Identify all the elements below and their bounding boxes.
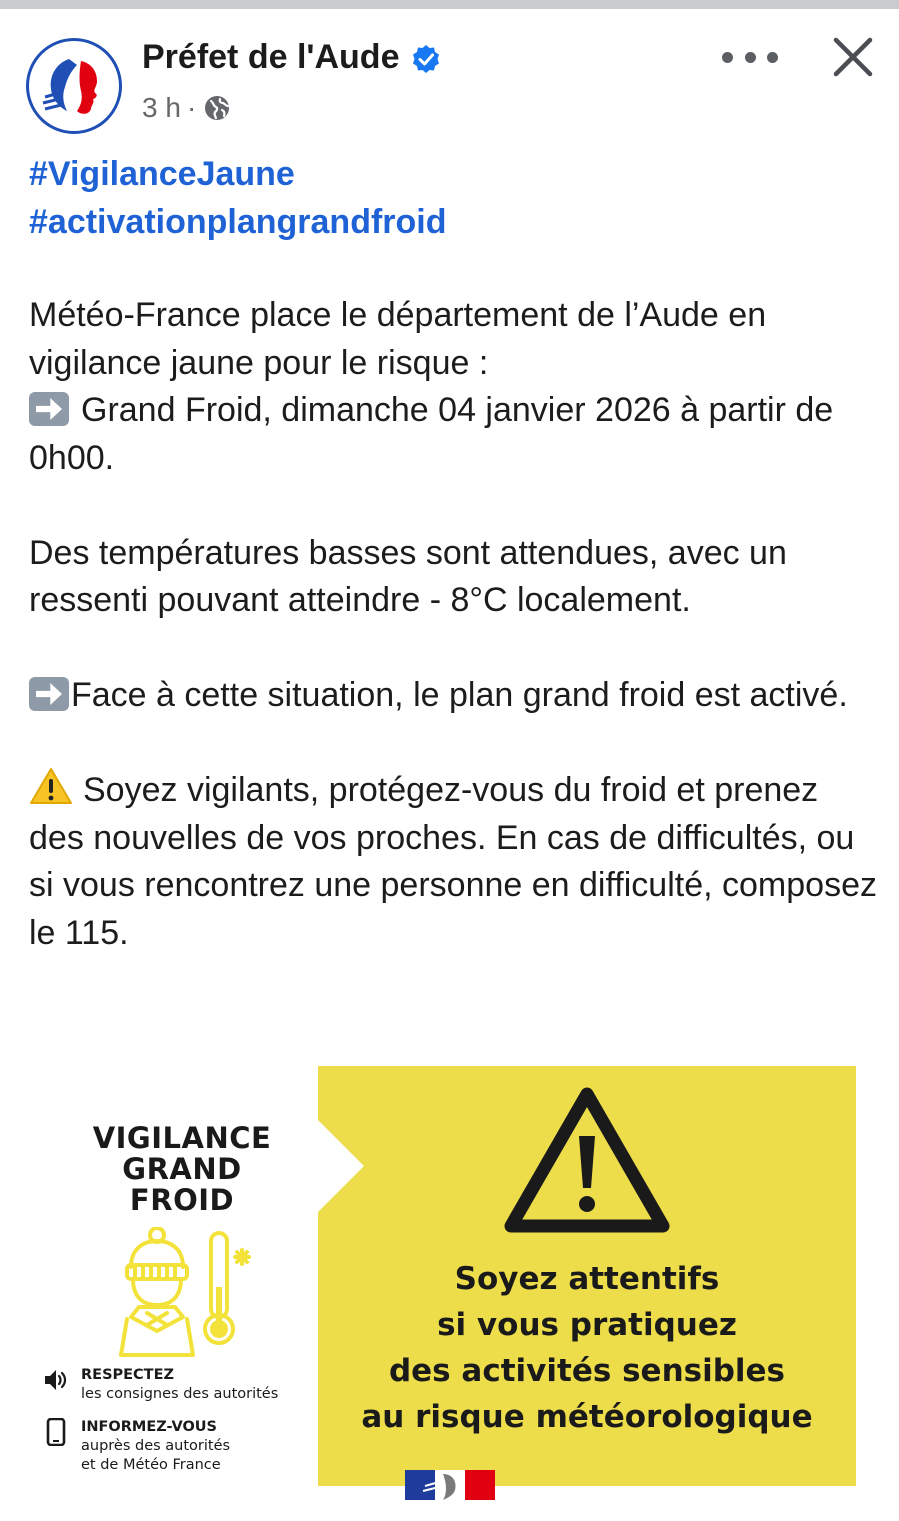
inform-title: INFORMEZ-VOUS: [81, 1419, 217, 1435]
inform-yourself: [43, 1418, 230, 1475]
arrow-right-emoji-icon: [29, 392, 69, 426]
yellow-message-line: si vous pratiquez: [437, 1307, 737, 1343]
yellow-panel-message: [318, 1256, 856, 1440]
respect-instructions: [43, 1366, 278, 1404]
republique-francaise-logo-icon: [405, 1468, 495, 1502]
vigilance-title: [29, 1123, 335, 1216]
vigilance-title-line: VIGILANCE: [92, 1121, 272, 1155]
page-name[interactable]: Préfet de l'Aude: [142, 38, 400, 76]
paragraph-plan-text: Face à cette situation, le plan grand froid est activé.: [71, 676, 848, 714]
post-meta: [142, 92, 230, 124]
hashtags: [29, 150, 447, 246]
more-options-icon[interactable]: [722, 40, 778, 74]
hashtag-vigilance-jaune[interactable]: #VigilanceJaune: [29, 155, 295, 193]
hashtag-activation-plan-grand-froid[interactable]: #activationplangrandfroid: [29, 203, 447, 241]
post-body: [29, 292, 879, 957]
warning-emoji-icon: [29, 767, 73, 805]
vigilance-title-line: FROID: [129, 1183, 235, 1217]
post-image[interactable]: [29, 1050, 869, 1500]
speaker-icon: [43, 1366, 69, 1394]
phone-icon: [43, 1418, 69, 1446]
paragraph-vigilance-line1: Météo-France place le département de l’Aude en vigilance jaune pour le risque :: [29, 296, 767, 382]
paragraph-warning: [29, 767, 879, 957]
paragraph-warning-text: Soyez vigilants, protégez-vous du froid et prenez des nouvelles de vos proches. En cas de difficultés, ou si vous rencontrez une personne en difficulté, composez le 115.: [29, 771, 877, 952]
cold-person-thermometer-icon: [117, 1227, 257, 1357]
globe-icon: [204, 95, 230, 121]
arrow-right-emoji-icon: [29, 677, 69, 711]
paragraph-temperatures: Des températures basses sont attendues, avec un ressenti pouvant atteindre - 8°C localement.: [29, 533, 787, 619]
paragraph-plan: [29, 672, 879, 720]
top-edge: [0, 0, 899, 9]
paragraph-vigilance-line2: Grand Froid, dimanche 04 janvier 2026 à partir de 0h00.: [29, 391, 834, 477]
yellow-message-line: des activités sensibles: [388, 1353, 786, 1389]
inform-text: auprès des autorités: [81, 1438, 231, 1454]
inform-text: et de Météo France: [81, 1457, 221, 1473]
post-time[interactable]: 3 h: [142, 92, 181, 123]
warning-triangle-icon: [503, 1084, 671, 1234]
yellow-message-line: au risque météorologique: [361, 1399, 813, 1435]
verified-badge-icon: [411, 44, 441, 74]
meta-separator: ·: [186, 92, 197, 123]
close-icon[interactable]: [830, 34, 876, 80]
marianne-avatar-icon[interactable]: [26, 38, 122, 134]
respect-title: RESPECTEZ: [81, 1367, 174, 1383]
vigilance-info-panel: [29, 1050, 319, 1500]
yellow-message-line: Soyez attentifs: [454, 1261, 720, 1297]
paragraph-vigilance: [29, 292, 879, 482]
respect-text: les consignes des autorités: [81, 1386, 279, 1402]
vigilance-title-line: GRAND: [122, 1152, 242, 1186]
